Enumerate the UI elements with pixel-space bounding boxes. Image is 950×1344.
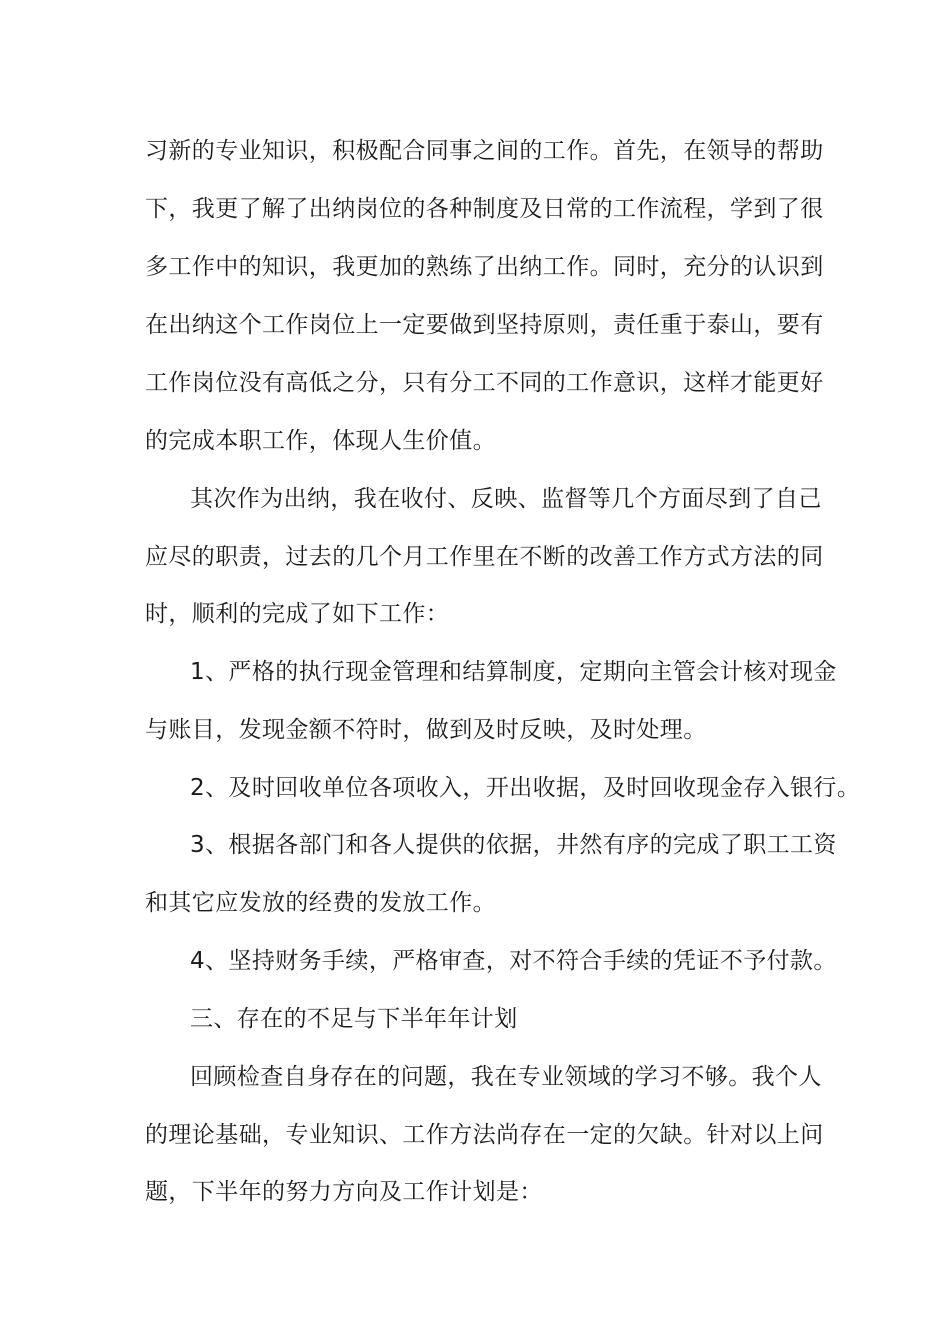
paragraph-line: 工作岗位没有高低之分，只有分工不同的工作意识，这样才能更好 [145,370,824,396]
paragraph-line: 其次作为出纳，我在收付、反映、监督等几个方面尽到了自己 [190,486,822,512]
paragraph-line: 在出纳这个工作岗位上一定要做到坚持原则，责任重于泰山，要有 [145,312,824,338]
paragraph-line: 回顾检查自身存在的问题，我在专业领域的学习不够。我个人 [190,1064,822,1090]
list-item-line: 和其它应发放的经费的发放工作。 [145,890,496,916]
paragraph-line: 的理论基础，专业知识、工作方法尚存在一定的欠缺。针对以上问 [145,1122,824,1148]
list-item-line: 2、及时回收单位各项收入，开出收据，及时回收现金存入银行。 [190,775,861,801]
list-item-line: 4、坚持财务手续，严格审查，对不符合手续的凭证不予付款。 [190,948,837,974]
list-item-line: 3、根据各部门和各人提供的依据，井然有序的完成了职工工资 [190,832,837,858]
paragraph-line: 题，下半年的努力方向及工作计划是： [145,1179,543,1205]
list-item-line: 与账目，发现金额不符时，做到及时反映，及时处理。 [145,717,707,743]
paragraph-line: 的完成本职工作，体现人生价值。 [145,428,496,454]
paragraph-line: 多工作中的知识，我更加的熟练了出纳工作。同时，充分的认识到 [145,254,824,280]
paragraph-line: 应尽的职责，过去的几个月工作里在不断的改善工作方式方法的同 [145,544,824,570]
paragraph-line: 时，顺利的完成了如下工作： [145,601,450,627]
paragraph-line: 下，我更了解了出纳岗位的各种制度及日常的工作流程，学到了很 [145,196,824,222]
list-item-line: 1、严格的执行现金管理和结算制度，定期向主管会计核对现金 [190,659,837,685]
section-heading: 三、存在的不足与下半年年计划 [190,1006,518,1032]
paragraph-line: 习新的专业知识，积极配合同事之间的工作。首先，在领导的帮助 [145,138,824,164]
